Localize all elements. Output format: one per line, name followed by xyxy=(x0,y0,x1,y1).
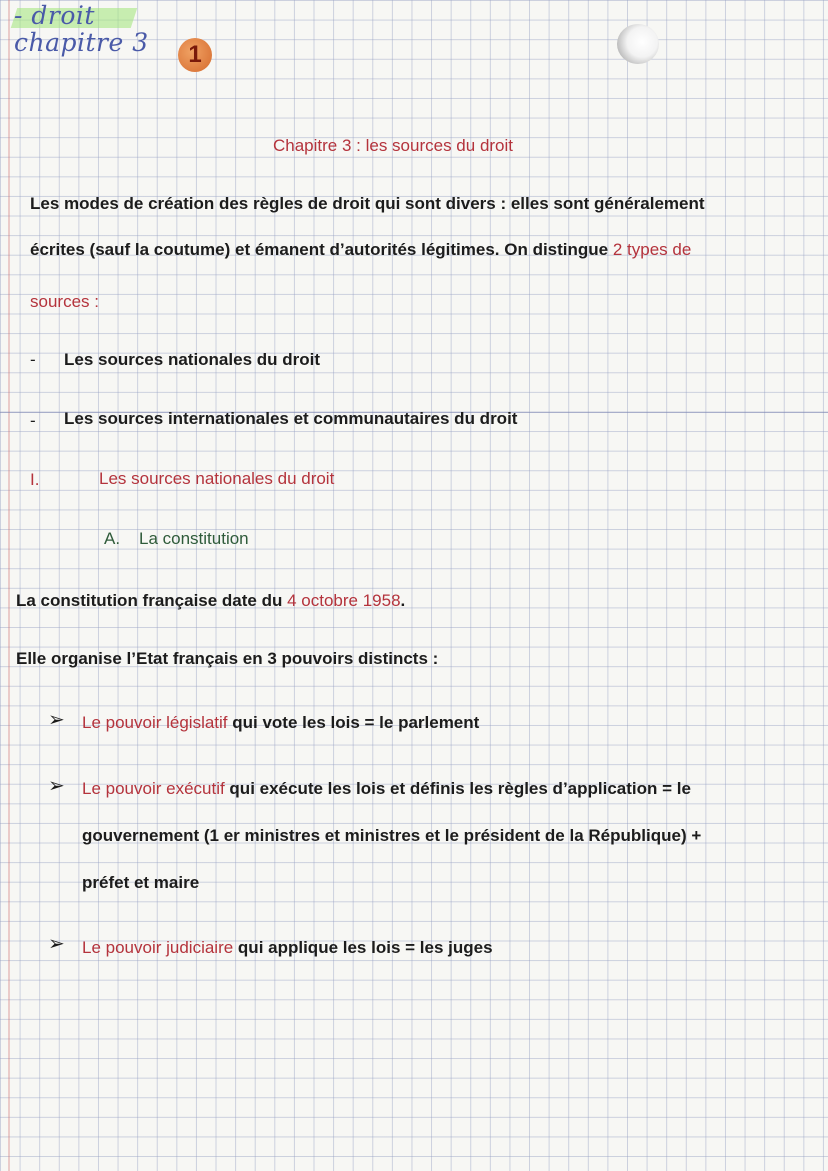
intro-line-2-text: écrites (sauf la coutume) et émanent d’autorités légitimes. On distingue xyxy=(30,240,613,259)
arrow-bullet-icon: ➢ xyxy=(48,933,65,955)
power-name: Le pouvoir judiciaire xyxy=(82,938,234,957)
list-item xyxy=(30,350,36,370)
list-item xyxy=(30,411,36,431)
constitution-date: 4 octobre 1958 xyxy=(287,591,401,610)
power-legislative xyxy=(82,713,479,733)
powers-intro: Elle organise l’Etat français en 3 pouvoirs distincts : xyxy=(16,649,439,668)
intro-line-1: Les modes de création des règles de droit qui sont divers : elles sont généralement xyxy=(30,194,705,213)
constitution-date-line xyxy=(16,591,405,611)
power-name: Le pouvoir législatif xyxy=(82,713,228,732)
intro-line-3: sources : xyxy=(30,292,99,311)
list-bullet: - xyxy=(30,350,36,369)
power-description: qui exécute les lois et définis les règles d’application = le xyxy=(224,779,691,798)
power-name: Le pouvoir exécutif xyxy=(82,779,225,798)
section-numeral: I. xyxy=(30,470,40,489)
constitution-date-text: La constitution française date du xyxy=(16,591,288,610)
handwritten-header xyxy=(14,2,149,56)
list-bullet: - xyxy=(30,411,36,430)
handwritten-chapter: chapitre 3 xyxy=(14,28,149,57)
chapter-number-sticker: 1 xyxy=(178,38,212,72)
list-item-text: Les sources nationales du droit xyxy=(64,350,321,369)
margin-line xyxy=(8,0,10,1171)
punch-hole xyxy=(617,24,659,64)
handwritten-subject: - droit xyxy=(14,1,95,30)
power-judicial xyxy=(82,938,493,958)
section-title: Les sources nationales du droit xyxy=(99,469,335,488)
intro-line-2 xyxy=(30,240,691,260)
list-item-text: Les sources internationales et communautaires du droit xyxy=(64,409,518,428)
power-executive-cont-2: préfet et maire xyxy=(82,873,200,892)
arrow-bullet-icon: ➢ xyxy=(48,775,65,797)
power-description: qui applique les lois = les juges xyxy=(233,938,493,957)
subsection-title: La constitution xyxy=(139,529,249,548)
power-executive xyxy=(82,779,691,799)
power-executive-cont-1: gouvernement (1 er ministres et ministres et le président de la République) + xyxy=(82,826,702,845)
subsection-letter: A. xyxy=(104,529,121,548)
source-count: 2 types de xyxy=(612,240,692,259)
arrow-bullet-icon: ➢ xyxy=(48,709,65,731)
page-title: Chapitre 3 : les sources du droit xyxy=(273,136,514,155)
power-description: qui vote les lois = le parlement xyxy=(227,713,480,732)
constitution-date-end: . xyxy=(400,591,406,610)
